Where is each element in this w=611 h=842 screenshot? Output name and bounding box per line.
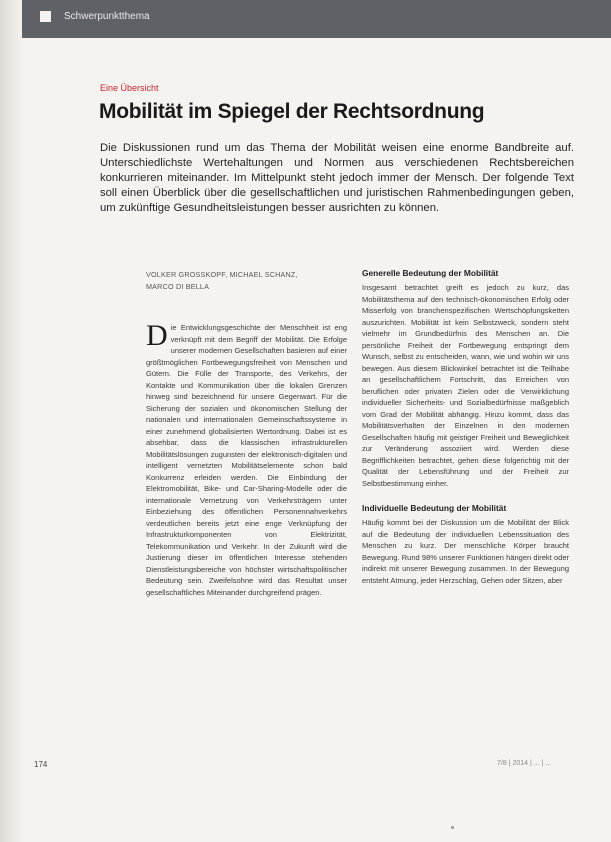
dropcap: D (146, 319, 168, 352)
authors-line-2: MARCO DI BELLA (146, 282, 210, 291)
article-title: Mobilität im Spiegel der Rechtsordnung (99, 100, 485, 123)
paper-spot (451, 826, 454, 829)
article-lead: Die Diskussionen rund um das Thema der Mobilität weisen eine enorme Bandbreite auf. Unterschiedlichste Wertehaltungen und Normen aus verschiedenen Rechtsbereichen konkurrieren miteinander. Im Mittelpunkt steht jedoch immer der Mensch. Der folgende Text soll einen Überblick über die gesellschaftlichen und juristischen Rahmenbedingungen geben, um zukünftige Gesundheitsleistungen besser ausrichten zu können. (100, 142, 574, 214)
body-text-left: ie Entwicklungsgeschichte der Menschheit ist eng verknüpft mit dem Begriff der Mobilität. Die Erfolge unserer modernen Gesellschaften basieren auf einer größtmöglichen Fortbewegungsfreiheit von Menschen und Gütern. Die Fülle der Transporte, des Verkehrs, der Kontakte und Kommunikation über die lokalen Grenzen hinweg sind bezeichnend für unsere Gegenwart. Für die Sicherung der sozialen und ökonomischen Stellung der nationalen und internationalen Gemeinschaftssysteme in einer zunehmend globalisierten Wertordnung. Dabei ist es absehbar, dass die klassischen infrastrukturellen Mobilitätslösungen zugunsten der elektronisch-digitalen und intelligent vernetzten Mobilitätselemente schon bald Konkurrenz erleiden werden. Die Einbindung der Elektromobilität, Bike- und Car-Sharing-Modelle oder die internationale Vernetzung von Verkehrsträgern unter Einbeziehung des öffentlichen Personennahverkehrs verdeutlichen bereits jetzt eine enge Verknüpfung der Infrastrukturkomponenten von Elektrizität, Telekommunikation und Verkehr. In der Zukunft wird die Justierung dieser im öffentlichen Interesse stehenden Dienstleistungsbereiche von höchster wirtschaftspolitischer Bedeutung sein. Zweifelsohne wird das Resultat unser gesellschaftliches Miteinander durchgreifend prägen. (146, 323, 347, 597)
body-column-right (362, 268, 569, 586)
issue-info: 7/8 | 2014 | ... | ... (497, 760, 552, 767)
article-kicker: Eine Übersicht (100, 83, 159, 93)
section-text-individual: Häufig kommt bei der Diskussion um die Mobilität der Blick auf die Bedeutung der individuellen Lebenssituation des Menschen zu kurz. Der menschliche Körper braucht Bewegung. Rund 98% unserer Funktionen hängen direkt oder indirekt mit unserer Bewegung zusammen. In der Bewegung entsteht Atmung, jeder Herzschlag, Gehen oder Sitzen, aber (362, 518, 569, 585)
square-icon (40, 11, 51, 22)
section-text-general: Insgesamt betrachtet greift es jedoch zu kurz, das Mobilitätsthema auf den technisch-ökonomischen Erfolg oder Misserfolg von branchenspezifischen Wertschöpfungsketten auszurichten. Mobilität ist kein Selbstzweck, sondern steht vielmehr im Grundbedürfnis des Menschen an. Die persönliche Freiheit der Fortbewegung entspringt dem Wunsch, selbst zu entscheiden, wann, wie und wohin wir uns bewegen. Aus diesem Blickwinkel betrachtet ist die Teilhabe an gesellschaftlichem Fortschritt, das Erreichen von beruflichen oder privaten Zielen oder die Verwirklichung individueller Sicherheits- und Sozialbedürfnisse maßgeblich vom Grad der Mobilität abhängig. Hinzu kommt, dass das Mobilitätsverhalten der Einzelnen in den modernen Gesellschaften häufig mit geistiger Freiheit und Beweglichkeit zur Veränderung assoziiert wird. Werden diese Begrifflichkeiten betrachtet, gehen diese folgerichtig mit der Qualität der Lebensführung und der Freiheit zur Selbstbestimmung einher. (362, 283, 569, 488)
body-column-left (146, 319, 347, 598)
section-heading-general: Generelle Bedeutung der Mobilität (362, 268, 499, 278)
section-heading-individual: Individuelle Bedeutung der Mobilität (362, 503, 507, 513)
article-authors (146, 269, 346, 293)
page-number: 174 (34, 760, 48, 769)
section-label: Schwerpunktthema (64, 11, 150, 22)
authors-line-1: VOLKER GROSSKOPF, MICHAEL SCHANZ, (146, 270, 298, 279)
